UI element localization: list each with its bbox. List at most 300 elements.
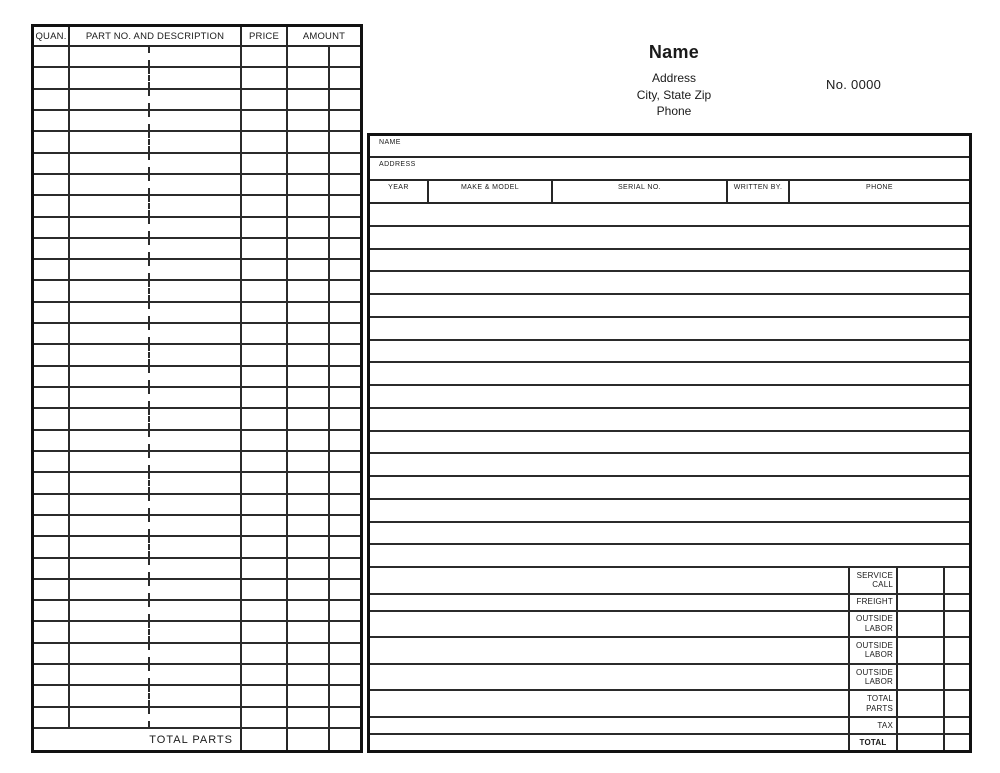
part-no-description-column-header: PART NO. AND DESCRIPTION [70,27,242,45]
description-cell [150,111,242,130]
amount-cents-cell [330,47,360,66]
charge-label [848,735,898,750]
charge-label [848,718,898,733]
customer-name-label: NAME [379,139,401,146]
part-no-cell [70,622,150,641]
part-no-cell [70,218,150,237]
quan-cell [34,495,70,514]
price-cell [242,559,288,578]
total-parts-amount-dollars-cell [288,729,330,750]
quan-cell [34,281,70,300]
quan-cell [34,473,70,492]
quan-cell [34,196,70,215]
invoice-number: No. 0000 [826,77,882,92]
price-cell [242,388,288,407]
quan-cell [34,175,70,194]
parts-row [34,516,360,537]
description-cell [150,644,242,663]
amount-dollars-cell [288,111,330,130]
price-column-header: PRICE [242,27,288,45]
parts-row [34,537,360,558]
part-no-cell [70,601,150,620]
description-cell [150,260,242,279]
amount-dollars-cell [288,47,330,66]
writing-line [370,272,969,295]
amount-dollars-cell [288,281,330,300]
writing-line [370,250,969,273]
price-cell [242,281,288,300]
description-cell [150,665,242,684]
amount-dollars-cell [288,218,330,237]
price-cell [242,622,288,641]
parts-row [34,708,360,729]
charge-label-line: TOTAL [859,737,887,747]
writing-line [370,432,969,455]
parts-row [34,132,360,153]
description-cell [150,281,242,300]
parts-table-footer [34,729,360,750]
part-no-cell [70,580,150,599]
quan-cell [34,601,70,620]
vehicle-column-header: YEAR [370,181,429,202]
amount-cents-cell [330,132,360,151]
parts-row [34,218,360,239]
amount-cents-cell [330,367,360,386]
description-cell [150,537,242,556]
charge-label-line: OUTSIDE [856,614,893,624]
price-cell [242,495,288,514]
part-no-cell [70,708,150,727]
part-no-cell [70,239,150,258]
amount-cents-cell [330,260,360,279]
quan-cell [34,622,70,641]
amount-cents-cell [330,601,360,620]
parts-row [34,601,360,622]
amount-cents-cell [330,324,360,343]
part-no-cell [70,665,150,684]
amount-dollars-cell [288,175,330,194]
charge-writing-area [370,665,848,690]
quan-cell [34,516,70,535]
price-cell [242,218,288,237]
parts-table [31,24,363,753]
amount-cents-cell [330,303,360,322]
charge-writing-area [370,612,848,637]
charge-writing-area [370,595,848,610]
part-no-cell [70,324,150,343]
description-cell [150,473,242,492]
charge-writing-area [370,718,848,733]
charge-row [370,638,969,665]
quan-cell [34,132,70,151]
price-cell [242,601,288,620]
writing-line [370,477,969,500]
quan-cell [34,345,70,364]
quan-cell [34,708,70,727]
charge-label-line: LABOR [864,623,893,633]
amount-cents-cell [330,686,360,705]
charge-amount-dollars-cell [898,638,945,663]
price-cell [242,47,288,66]
charge-label [848,665,898,690]
writing-line [370,204,969,227]
description-cell [150,218,242,237]
description-cell [150,367,242,386]
writing-line [370,363,969,386]
part-no-cell [70,644,150,663]
quan-cell [34,686,70,705]
parts-row [34,452,360,473]
quan-cell [34,537,70,556]
quan-cell [34,303,70,322]
charge-writing-area [370,638,848,663]
price-cell [242,537,288,556]
amount-cents-cell [330,495,360,514]
quan-cell [34,559,70,578]
amount-cents-cell [330,90,360,109]
amount-dollars-cell [288,601,330,620]
description-cell [150,409,242,428]
description-cell [150,580,242,599]
part-no-cell [70,260,150,279]
amount-dollars-cell [288,559,330,578]
charge-amount-cents-cell [945,612,969,637]
vehicle-column-header: PHONE [866,184,893,191]
amount-dollars-cell [288,708,330,727]
amount-cents-cell [330,239,360,258]
charge-label-line: TOTAL [866,694,893,704]
charge-row [370,612,969,639]
charge-label-line: TAX [877,720,893,730]
charge-amount-dollars-cell [898,691,945,716]
amount-dollars-cell [288,68,330,87]
writing-line [370,454,969,477]
parts-row [34,473,360,494]
seller-name: Name [648,42,700,62]
charge-amount-dollars-cell [898,595,945,610]
charge-amount-dollars-cell [898,612,945,637]
charge-amount-cents-cell [945,638,969,663]
price-cell [242,68,288,87]
seller-block [554,42,794,120]
quan-cell [34,665,70,684]
charge-writing-area [370,568,848,593]
amount-dollars-cell [288,196,330,215]
description-cell [150,559,242,578]
description-cell [150,303,242,322]
parts-row [34,303,360,324]
parts-row [34,367,360,388]
quan-cell [34,68,70,87]
vehicle-column-header: MAKE & MODEL [429,181,553,202]
charge-row [370,691,969,718]
part-no-cell [70,388,150,407]
price-cell [242,580,288,599]
price-cell [242,516,288,535]
part-no-cell [70,47,150,66]
description-cell [150,622,242,641]
charge-amount-dollars-cell [898,665,945,690]
quan-cell [34,452,70,471]
writing-line [370,545,969,568]
charge-amount-cents-cell [945,665,969,690]
charge-row [370,665,969,692]
amount-cents-cell [330,559,360,578]
amount-dollars-cell [288,537,330,556]
amount-cents-cell [330,409,360,428]
part-no-cell [70,111,150,130]
charge-writing-area [370,691,848,716]
amount-dollars-cell [288,388,330,407]
parts-table-body [34,47,360,729]
writing-line [370,523,969,546]
part-no-cell [70,90,150,109]
part-no-cell [70,68,150,87]
quan-cell [34,388,70,407]
description-cell [150,47,242,66]
price-cell [242,473,288,492]
description-cell [150,154,242,173]
parts-row [34,345,360,366]
description-cell [150,431,242,450]
parts-row [34,388,360,409]
part-no-cell [70,452,150,471]
charge-label-line: OUTSIDE [856,667,893,677]
quan-cell [34,324,70,343]
customer-address-row [370,158,969,181]
amount-cents-cell [330,708,360,727]
amount-cents-cell [330,281,360,300]
amount-column-header: AMOUNT [302,30,346,42]
amount-cents-cell [330,345,360,364]
order-panel [367,133,972,753]
work-description-area [370,204,969,568]
parts-row [34,47,360,68]
charge-amount-cents-cell [945,691,969,716]
quan-cell [34,580,70,599]
amount-dollars-cell [288,452,330,471]
charge-amount-dollars-cell [898,568,945,593]
parts-row [34,196,360,217]
total-parts-price-cell [242,729,288,750]
description-cell [150,175,242,194]
price-cell [242,665,288,684]
amount-cents-cell [330,516,360,535]
part-no-cell [70,303,150,322]
quan-cell [34,644,70,663]
description-cell [150,686,242,705]
charge-amount-cents-cell [945,735,969,750]
price-cell [242,111,288,130]
parts-row [34,111,360,132]
amount-dollars-cell [288,324,330,343]
quan-column-header: QUAN. [34,27,70,45]
part-no-cell [70,132,150,151]
amount-dollars-cell [288,516,330,535]
price-cell [242,708,288,727]
quan-cell [34,260,70,279]
amount-dollars-cell [288,260,330,279]
quan-cell [34,409,70,428]
parts-row [34,686,360,707]
amount-dollars-cell [288,622,330,641]
parts-row [34,281,360,302]
charge-amount-dollars-cell [898,718,945,733]
amount-cents-cell [330,388,360,407]
description-cell [150,196,242,215]
charge-amount-cents-cell [945,718,969,733]
parts-row [34,431,360,452]
parts-row [34,68,360,89]
description-cell [150,345,242,364]
amount-cents-cell [330,154,360,173]
charge-label [848,612,898,637]
part-no-cell [70,537,150,556]
amount-dollars-cell [288,495,330,514]
part-no-cell [70,516,150,535]
writing-line [370,341,969,364]
parts-row [34,260,360,281]
price-cell [242,239,288,258]
vehicle-column-header: WRITTEN BY. [728,181,790,202]
charge-label [848,638,898,663]
parts-row [34,644,360,665]
amount-dollars-cell [288,239,330,258]
amount-cents-cell [330,644,360,663]
writing-line [370,409,969,432]
amount-dollars-cell [288,665,330,684]
charge-label-line: LABOR [864,650,893,660]
amount-cents-cell [330,431,360,450]
customer-name-row [370,136,969,158]
amount-dollars-cell [288,473,330,492]
writing-line [370,227,969,250]
description-cell [150,708,242,727]
price-cell [242,90,288,109]
parts-row [34,665,360,686]
price-cell [242,452,288,471]
parts-row [34,90,360,111]
amount-dollars-cell [288,303,330,322]
amount-cents-cell [330,218,360,237]
part-no-cell [70,345,150,364]
description-cell [150,324,242,343]
parts-row [34,175,360,196]
charge-label-line: FREIGHT [856,597,893,607]
quan-cell [34,218,70,237]
amount-dollars-cell [288,90,330,109]
price-cell [242,409,288,428]
price-cell [242,196,288,215]
charge-amount-cents-cell [945,595,969,610]
charge-label [848,691,898,716]
charge-writing-area [370,735,848,750]
charge-row [370,568,969,595]
charge-label-line: CALL [872,580,893,590]
description-cell [150,68,242,87]
amount-cents-cell [330,622,360,641]
seller-phone: Phone [656,104,692,118]
charge-row [370,718,969,735]
charge-row [370,595,969,612]
price-cell [242,431,288,450]
charge-label-line: OUTSIDE [856,640,893,650]
part-no-cell [70,686,150,705]
charge-amount-cents-cell [945,568,969,593]
total-parts-amount-cents-cell [330,729,360,750]
amount-dollars-cell [288,132,330,151]
price-cell [242,260,288,279]
parts-row [34,495,360,516]
parts-row [34,622,360,643]
price-cell [242,345,288,364]
description-cell [150,516,242,535]
amount-dollars-cell [288,409,330,428]
price-cell [242,644,288,663]
description-cell [150,452,242,471]
parts-row [34,324,360,345]
charge-label [848,568,898,593]
description-cell [150,90,242,109]
description-cell [150,239,242,258]
quan-cell [34,111,70,130]
charge-amount-dollars-cell [898,735,945,750]
amount-dollars-cell [288,686,330,705]
price-cell [242,367,288,386]
parts-table-header [34,27,360,47]
amount-cents-cell [330,452,360,471]
amount-cents-cell [330,537,360,556]
writing-line [370,386,969,409]
amount-cents-cell [330,473,360,492]
price-cell [242,132,288,151]
charge-row [370,735,969,750]
amount-cents-cell [330,111,360,130]
quan-cell [34,90,70,109]
description-cell [150,388,242,407]
quan-cell [34,367,70,386]
customer-address-label: ADDRESS [379,161,416,168]
parts-row [34,580,360,601]
amount-cents-cell [330,196,360,215]
vehicle-column-header: SERIAL NO. [553,181,728,202]
part-no-cell [70,431,150,450]
charge-label-line: LABOR [864,677,893,687]
quan-cell [34,154,70,173]
description-cell [150,132,242,151]
parts-row [34,154,360,175]
description-cell [150,495,242,514]
vehicle-info-row [370,181,969,204]
amount-dollars-cell [288,644,330,663]
charge-label-line: SERVICE [856,570,893,580]
price-cell [242,154,288,173]
part-no-cell [70,559,150,578]
writing-line [370,500,969,523]
description-cell [150,601,242,620]
seller-city-state-zip: City, State Zip [636,87,712,102]
price-cell [242,686,288,705]
price-cell [242,303,288,322]
amount-cents-cell [330,175,360,194]
parts-row [34,239,360,260]
part-no-cell [70,281,150,300]
charge-label [848,595,898,610]
quan-cell [34,47,70,66]
amount-dollars-cell [288,367,330,386]
amount-dollars-cell [288,154,330,173]
writing-line [370,295,969,318]
